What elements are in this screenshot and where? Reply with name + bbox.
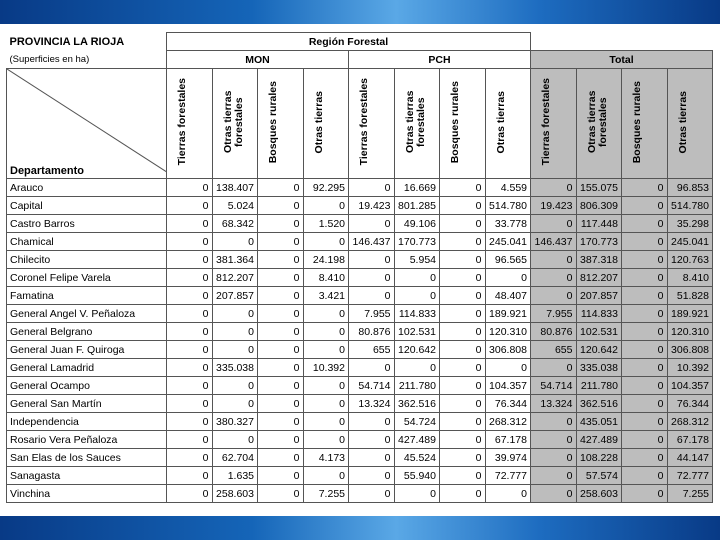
value-cell: 7.255 xyxy=(667,485,713,503)
value-cell: 0 xyxy=(531,413,577,431)
value-cell: 0 xyxy=(531,485,577,503)
department-name: General Belgrano xyxy=(7,323,167,341)
value-cell: 102.531 xyxy=(394,323,440,341)
value-cell: 35.298 xyxy=(667,215,713,233)
value-cell: 0 xyxy=(622,485,668,503)
value-cell: 189.921 xyxy=(485,305,531,323)
value-cell: 0 xyxy=(349,449,395,467)
value-cell: 0 xyxy=(622,179,668,197)
value-cell: 1.635 xyxy=(212,467,258,485)
value-cell: 0 xyxy=(167,485,213,503)
value-cell: 0 xyxy=(349,467,395,485)
value-cell: 207.857 xyxy=(212,287,258,305)
value-cell: 0 xyxy=(167,359,213,377)
value-cell: 0 xyxy=(167,341,213,359)
value-cell: 45.524 xyxy=(394,449,440,467)
value-cell: 0 xyxy=(440,197,486,215)
value-cell: 120.763 xyxy=(667,251,713,269)
value-cell: 0 xyxy=(167,179,213,197)
value-cell: 0 xyxy=(258,251,304,269)
department-name: General Lamadrid xyxy=(7,359,167,377)
value-cell: 0 xyxy=(531,449,577,467)
column-header: Bosques rurales xyxy=(622,69,668,179)
table-row xyxy=(7,233,713,251)
value-cell: 10.392 xyxy=(667,359,713,377)
value-cell: 0 xyxy=(167,377,213,395)
value-cell: 0 xyxy=(258,377,304,395)
value-cell: 114.833 xyxy=(576,305,622,323)
value-cell: 362.516 xyxy=(394,395,440,413)
forest-area-table xyxy=(6,32,713,503)
value-cell: 146.437 xyxy=(531,233,577,251)
column-header: Tierras forestales xyxy=(167,69,213,179)
value-cell: 0 xyxy=(440,269,486,287)
value-cell: 0 xyxy=(258,431,304,449)
value-cell: 0 xyxy=(531,467,577,485)
value-cell: 0 xyxy=(531,269,577,287)
value-cell: 0 xyxy=(349,287,395,305)
value-cell: 0 xyxy=(212,377,258,395)
value-cell: 8.410 xyxy=(303,269,349,287)
value-cell: 1.520 xyxy=(303,215,349,233)
table-row xyxy=(7,215,713,233)
column-header: Bosques rurales xyxy=(258,69,304,179)
value-cell: 655 xyxy=(349,341,395,359)
column-header: Otras tierras xyxy=(667,69,713,179)
value-cell: 0 xyxy=(394,287,440,305)
table-row xyxy=(7,287,713,305)
value-cell: 49.106 xyxy=(394,215,440,233)
value-cell: 4.173 xyxy=(303,449,349,467)
value-cell: 0 xyxy=(440,341,486,359)
table-row xyxy=(7,431,713,449)
value-cell: 0 xyxy=(440,215,486,233)
value-cell: 104.357 xyxy=(485,377,531,395)
region-header: Región Forestal xyxy=(167,33,531,51)
value-cell: 0 xyxy=(622,449,668,467)
value-cell: 0 xyxy=(303,341,349,359)
value-cell: 0 xyxy=(622,269,668,287)
value-cell: 72.777 xyxy=(485,467,531,485)
department-name: General Angel V. Peñaloza xyxy=(7,305,167,323)
department-name: Capital xyxy=(7,197,167,215)
province-title: PROVINCIA LA RIOJA xyxy=(9,35,125,48)
column-header: Bosques rurales xyxy=(440,69,486,179)
value-cell: 13.324 xyxy=(531,395,577,413)
value-cell: 0 xyxy=(258,467,304,485)
slide-area xyxy=(0,24,720,516)
value-cell: 0 xyxy=(440,485,486,503)
value-cell: 80.876 xyxy=(531,323,577,341)
value-cell: 0 xyxy=(258,413,304,431)
table-row xyxy=(7,197,713,215)
value-cell: 0 xyxy=(440,305,486,323)
value-cell: 427.489 xyxy=(576,431,622,449)
value-cell: 0 xyxy=(440,395,486,413)
column-header: Otras tierras forestales xyxy=(212,69,258,179)
value-cell: 0 xyxy=(622,233,668,251)
value-cell: 0 xyxy=(212,395,258,413)
department-name: General Ocampo xyxy=(7,377,167,395)
department-name: Arauco xyxy=(7,179,167,197)
value-cell: 7.955 xyxy=(531,305,577,323)
value-cell: 0 xyxy=(303,377,349,395)
value-cell: 427.489 xyxy=(394,431,440,449)
table-row xyxy=(7,359,713,377)
value-cell: 0 xyxy=(622,395,668,413)
value-cell: 0 xyxy=(258,215,304,233)
value-cell: 0 xyxy=(349,215,395,233)
value-cell: 258.603 xyxy=(576,485,622,503)
value-cell: 0 xyxy=(167,269,213,287)
value-cell: 7.955 xyxy=(349,305,395,323)
value-cell: 0 xyxy=(531,251,577,269)
value-cell: 120.642 xyxy=(394,341,440,359)
value-cell: 0 xyxy=(485,359,531,377)
value-cell: 335.038 xyxy=(576,359,622,377)
value-cell: 0 xyxy=(440,251,486,269)
value-cell: 812.207 xyxy=(212,269,258,287)
value-cell: 306.808 xyxy=(485,341,531,359)
value-cell: 67.178 xyxy=(667,431,713,449)
value-cell: 0 xyxy=(349,485,395,503)
column-header: Otras tierras xyxy=(303,69,349,179)
value-cell: 0 xyxy=(212,431,258,449)
value-cell: 13.324 xyxy=(349,395,395,413)
value-cell: 138.407 xyxy=(212,179,258,197)
value-cell: 0 xyxy=(349,413,395,431)
value-cell: 0 xyxy=(167,431,213,449)
column-header: Otras tierras forestales xyxy=(394,69,440,179)
value-cell: 120.310 xyxy=(667,323,713,341)
table-row xyxy=(7,413,713,431)
value-cell: 8.410 xyxy=(667,269,713,287)
value-cell: 0 xyxy=(622,431,668,449)
value-cell: 245.041 xyxy=(485,233,531,251)
value-cell: 170.773 xyxy=(576,233,622,251)
value-cell: 0 xyxy=(394,359,440,377)
department-name: San Elas de los Sauces xyxy=(7,449,167,467)
value-cell: 0 xyxy=(258,197,304,215)
department-name: Vinchina xyxy=(7,485,167,503)
value-cell: 0 xyxy=(440,179,486,197)
table-row xyxy=(7,305,713,323)
value-cell: 76.344 xyxy=(485,395,531,413)
value-cell: 0 xyxy=(440,323,486,341)
units-note: (Superficies en ha) xyxy=(9,53,90,65)
value-cell: 0 xyxy=(622,323,668,341)
column-header: Otras tierras forestales xyxy=(576,69,622,179)
department-name: General Juan F. Quiroga xyxy=(7,341,167,359)
value-cell: 0 xyxy=(167,449,213,467)
value-cell: 0 xyxy=(167,197,213,215)
value-cell: 0 xyxy=(485,269,531,287)
value-cell: 0 xyxy=(485,485,531,503)
department-name: Independencia xyxy=(7,413,167,431)
department-name: Sanagasta xyxy=(7,467,167,485)
value-cell: 0 xyxy=(622,305,668,323)
value-cell: 68.342 xyxy=(212,215,258,233)
value-cell: 335.038 xyxy=(212,359,258,377)
department-name: Coronel Felipe Varela xyxy=(7,269,167,287)
value-cell: 0 xyxy=(212,341,258,359)
value-cell: 4.559 xyxy=(485,179,531,197)
value-cell: 0 xyxy=(440,377,486,395)
value-cell: 0 xyxy=(303,233,349,251)
value-cell: 33.778 xyxy=(485,215,531,233)
value-cell: 655 xyxy=(531,341,577,359)
value-cell: 0 xyxy=(167,251,213,269)
value-cell: 72.777 xyxy=(667,467,713,485)
value-cell: 19.423 xyxy=(349,197,395,215)
value-cell: 5.954 xyxy=(394,251,440,269)
value-cell: 514.780 xyxy=(667,197,713,215)
value-cell: 96.565 xyxy=(485,251,531,269)
value-cell: 108.228 xyxy=(576,449,622,467)
value-cell: 0 xyxy=(440,431,486,449)
value-cell: 0 xyxy=(622,215,668,233)
value-cell: 155.075 xyxy=(576,179,622,197)
column-header: Tierras forestales xyxy=(349,69,395,179)
value-cell: 0 xyxy=(531,431,577,449)
value-cell: 362.516 xyxy=(576,395,622,413)
department-name: Famatina xyxy=(7,287,167,305)
value-cell: 16.669 xyxy=(394,179,440,197)
value-cell: 170.773 xyxy=(394,233,440,251)
value-cell: 268.312 xyxy=(667,413,713,431)
department-name: Castro Barros xyxy=(7,215,167,233)
group-header-pch: PCH xyxy=(349,51,531,69)
table-row xyxy=(7,323,713,341)
value-cell: 0 xyxy=(167,323,213,341)
value-cell: 806.309 xyxy=(576,197,622,215)
value-cell: 0 xyxy=(622,359,668,377)
value-cell: 80.876 xyxy=(349,323,395,341)
table-row xyxy=(7,485,713,503)
value-cell: 54.724 xyxy=(394,413,440,431)
value-cell: 0 xyxy=(622,251,668,269)
table-row xyxy=(7,179,713,197)
department-name: General San Martín xyxy=(7,395,167,413)
value-cell: 96.853 xyxy=(667,179,713,197)
slide-top-band xyxy=(0,0,720,24)
value-cell: 0 xyxy=(349,251,395,269)
value-cell: 0 xyxy=(258,269,304,287)
value-cell: 51.828 xyxy=(667,287,713,305)
value-cell: 0 xyxy=(531,179,577,197)
slide-bottom-band xyxy=(0,516,720,540)
value-cell: 380.327 xyxy=(212,413,258,431)
value-cell: 44.147 xyxy=(667,449,713,467)
table-row xyxy=(7,395,713,413)
value-cell: 120.642 xyxy=(576,341,622,359)
value-cell: 92.295 xyxy=(303,179,349,197)
value-cell: 435.051 xyxy=(576,413,622,431)
value-cell: 0 xyxy=(258,305,304,323)
value-cell: 57.574 xyxy=(576,467,622,485)
table-row xyxy=(7,251,713,269)
value-cell: 0 xyxy=(622,287,668,305)
departamento-header: Departamento xyxy=(7,69,167,179)
value-cell: 39.974 xyxy=(485,449,531,467)
value-cell: 0 xyxy=(212,305,258,323)
value-cell: 245.041 xyxy=(667,233,713,251)
value-cell: 0 xyxy=(531,287,577,305)
column-header: Tierras forestales xyxy=(531,69,577,179)
value-cell: 0 xyxy=(440,287,486,305)
value-cell: 0 xyxy=(349,179,395,197)
value-cell: 0 xyxy=(167,395,213,413)
value-cell: 3.421 xyxy=(303,287,349,305)
value-cell: 0 xyxy=(440,467,486,485)
value-cell: 381.364 xyxy=(212,251,258,269)
value-cell: 0 xyxy=(531,359,577,377)
value-cell: 0 xyxy=(531,215,577,233)
department-name: Chilecito xyxy=(7,251,167,269)
value-cell: 258.603 xyxy=(212,485,258,503)
value-cell: 0 xyxy=(349,269,395,287)
value-cell: 54.714 xyxy=(349,377,395,395)
value-cell: 189.921 xyxy=(667,305,713,323)
value-cell: 0 xyxy=(394,269,440,287)
value-cell: 48.407 xyxy=(485,287,531,305)
value-cell: 0 xyxy=(303,467,349,485)
value-cell: 0 xyxy=(258,233,304,251)
table-row xyxy=(7,467,713,485)
group-header-total: Total xyxy=(531,51,713,69)
value-cell: 0 xyxy=(440,449,486,467)
value-cell: 0 xyxy=(622,467,668,485)
value-cell: 0 xyxy=(258,179,304,197)
value-cell: 114.833 xyxy=(394,305,440,323)
column-header: Otras tierras xyxy=(485,69,531,179)
group-header-mon: MON xyxy=(167,51,349,69)
table-row xyxy=(7,449,713,467)
value-cell: 0 xyxy=(303,431,349,449)
value-cell: 0 xyxy=(167,467,213,485)
value-cell: 0 xyxy=(303,323,349,341)
value-cell: 812.207 xyxy=(576,269,622,287)
value-cell: 0 xyxy=(349,431,395,449)
value-cell: 0 xyxy=(258,449,304,467)
value-cell: 102.531 xyxy=(576,323,622,341)
value-cell: 0 xyxy=(349,359,395,377)
table-row xyxy=(7,341,713,359)
department-name: Chamical xyxy=(7,233,167,251)
value-cell: 0 xyxy=(167,215,213,233)
value-cell: 211.780 xyxy=(576,377,622,395)
department-name: Rosario Vera Peñaloza xyxy=(7,431,167,449)
value-cell: 24.198 xyxy=(303,251,349,269)
value-cell: 0 xyxy=(212,323,258,341)
value-cell: 146.437 xyxy=(349,233,395,251)
value-cell: 120.310 xyxy=(485,323,531,341)
value-cell: 0 xyxy=(622,197,668,215)
value-cell: 76.344 xyxy=(667,395,713,413)
value-cell: 211.780 xyxy=(394,377,440,395)
value-cell: 0 xyxy=(258,359,304,377)
value-cell: 0 xyxy=(303,197,349,215)
value-cell: 0 xyxy=(440,413,486,431)
value-cell: 0 xyxy=(622,377,668,395)
value-cell: 54.714 xyxy=(531,377,577,395)
value-cell: 0 xyxy=(258,395,304,413)
value-cell: 0 xyxy=(167,287,213,305)
value-cell: 268.312 xyxy=(485,413,531,431)
table-row xyxy=(7,377,713,395)
value-cell: 7.255 xyxy=(303,485,349,503)
diagonal-divider xyxy=(7,69,167,176)
table-row xyxy=(7,269,713,287)
value-cell: 19.423 xyxy=(531,197,577,215)
value-cell: 0 xyxy=(622,341,668,359)
value-cell: 104.357 xyxy=(667,377,713,395)
value-cell: 0 xyxy=(258,485,304,503)
value-cell: 0 xyxy=(303,305,349,323)
value-cell: 0 xyxy=(258,287,304,305)
value-cell: 5.024 xyxy=(212,197,258,215)
value-cell: 207.857 xyxy=(576,287,622,305)
value-cell: 387.318 xyxy=(576,251,622,269)
value-cell: 0 xyxy=(394,485,440,503)
value-cell: 0 xyxy=(212,233,258,251)
value-cell: 801.285 xyxy=(394,197,440,215)
value-cell: 0 xyxy=(167,233,213,251)
value-cell: 117.448 xyxy=(576,215,622,233)
value-cell: 514.780 xyxy=(485,197,531,215)
value-cell: 0 xyxy=(167,305,213,323)
value-cell: 55.940 xyxy=(394,467,440,485)
value-cell: 67.178 xyxy=(485,431,531,449)
value-cell: 0 xyxy=(303,413,349,431)
value-cell: 62.704 xyxy=(212,449,258,467)
value-cell: 0 xyxy=(622,413,668,431)
value-cell: 0 xyxy=(440,359,486,377)
value-cell: 0 xyxy=(303,395,349,413)
value-cell: 0 xyxy=(258,323,304,341)
value-cell: 10.392 xyxy=(303,359,349,377)
value-cell: 0 xyxy=(258,341,304,359)
value-cell: 0 xyxy=(440,233,486,251)
value-cell: 306.808 xyxy=(667,341,713,359)
value-cell: 0 xyxy=(167,413,213,431)
